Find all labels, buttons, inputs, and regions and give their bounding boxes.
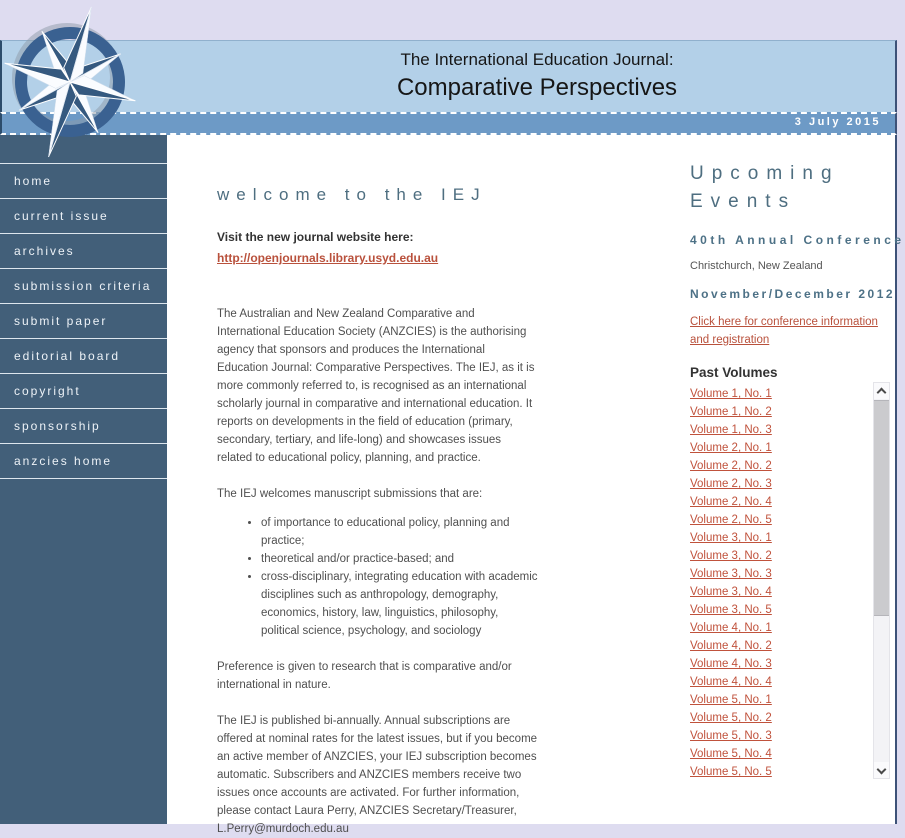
sidebar-item-current-issue[interactable]: current issue: [0, 198, 167, 233]
journal-title: [332, 49, 742, 103]
sidebar-item-sponsorship[interactable]: sponsorship: [0, 408, 167, 443]
conference-dates: November/December 2012: [690, 287, 896, 301]
chevron-up-icon: [877, 388, 887, 398]
scrollbar-thumb[interactable]: [874, 400, 889, 616]
events-panel: [690, 160, 905, 380]
volume-link[interactable]: Volume 3, No. 2: [690, 550, 772, 562]
sidebar-item-home[interactable]: home: [0, 163, 167, 198]
volume-link[interactable]: Volume 1, No. 2: [690, 406, 772, 418]
volume-link[interactable]: Volume 5, No. 3: [690, 730, 772, 742]
intro-paragraph: The Australian and New Zealand Comparative and International Education Society (ANZCIES) is the authorising agency that sponsors and produces the International Education Journal: Comparative Perspectives. The IEJ, as it is more commonly referred to, is recognised as an international scholarly journal in comparative and international education. It reports on developments in the field of education (primary, secondary, tertiary, and life-long) and showcases issues related to educational policy, planning, and practice.: [217, 308, 535, 464]
sidebar-item-editorial-board[interactable]: editorial board: [0, 338, 167, 373]
volume-link[interactable]: Volume 1, No. 1: [690, 388, 772, 400]
volume-link[interactable]: Volume 1, No. 3: [690, 424, 772, 436]
scroll-up-button[interactable]: [874, 383, 889, 399]
criteria-item: • of importance to educational policy, planning and practice;: [261, 514, 539, 550]
upcoming-events-heading: Upcoming Events: [690, 163, 840, 212]
volume-link[interactable]: Volume 2, No. 2: [690, 460, 772, 472]
scroll-down-button[interactable]: [874, 762, 889, 778]
visit-website-label: Visit the new journal website here:: [217, 230, 414, 244]
sidebar-nav-list: [0, 163, 167, 478]
volume-link[interactable]: Volume 3, No. 5: [690, 604, 772, 616]
conference-registration-link[interactable]: Click here for conference information and registration: [690, 316, 878, 346]
past-volumes-heading: Past Volumes: [690, 365, 778, 380]
sidebar-nav: [0, 135, 167, 824]
journal-title-line1: The International Education Journal:: [400, 50, 674, 69]
submissions-paragraph: The IEJ welcomes manuscript submissions that are:: [217, 488, 483, 500]
sidebar-item-copyright[interactable]: copyright: [0, 373, 167, 408]
volume-link[interactable]: Volume 2, No. 5: [690, 514, 772, 526]
main-content: [217, 186, 539, 838]
volume-link[interactable]: Volume 5, No. 5: [690, 766, 772, 778]
conference-title: 40th Annual Conference: [690, 233, 905, 247]
chevron-down-icon: [877, 765, 887, 775]
date-banner: 3 July 2015: [0, 112, 897, 135]
preference-paragraph: Preference is given to research that is comparative and/or international in nature.: [217, 661, 512, 691]
volume-link[interactable]: Volume 4, No. 1: [690, 622, 772, 634]
sidebar-filler: [0, 478, 167, 824]
volume-link[interactable]: Volume 5, No. 2: [690, 712, 772, 724]
volumes-scrollbar[interactable]: [873, 382, 890, 779]
conference-location: Christchurch, New Zealand: [690, 260, 823, 272]
page-title: welcome to the IEJ: [217, 185, 487, 204]
volume-link[interactable]: Volume 2, No. 3: [690, 478, 772, 490]
volume-link[interactable]: Volume 3, No. 4: [690, 586, 772, 598]
volume-link[interactable]: Volume 3, No. 3: [690, 568, 772, 580]
criteria-item: • cross-disciplinary, integrating education with academic disciplines such as anthropology, demography, economics, history, law, linguistics, philosophy, political science, psychology, and sociology: [261, 568, 539, 640]
submission-criteria-list: [217, 514, 539, 640]
journal-website-link[interactable]: http://openjournals.library.usyd.edu.au: [217, 251, 439, 265]
volume-link[interactable]: Volume 4, No. 4: [690, 676, 772, 688]
volume-link[interactable]: Volume 2, No. 4: [690, 496, 772, 508]
volume-link[interactable]: Volume 3, No. 1: [690, 532, 772, 544]
compass-rose-icon: [0, 0, 152, 164]
volume-link[interactable]: Volume 4, No. 3: [690, 658, 772, 670]
sidebar-item-archives[interactable]: archives: [0, 233, 167, 268]
journal-title-line2: Comparative Perspectives: [396, 74, 678, 101]
sidebar-item-anzcies-home[interactable]: anzcies home: [0, 443, 167, 478]
volume-link[interactable]: Volume 2, No. 1: [690, 442, 772, 454]
subscription-paragraph: The IEJ is published bi-annually. Annual subscriptions are offered at nominal rates for the latest issues, but if you become an active member of ANZCIES, your IEJ subscription becomes automatic. Subscribers and ANZCIES members receive two issues once accounts are activated. For further information, please contact Laura Perry, ANZCIES Secretary/Treasurer, L.Perry@murdoch.edu.au: [217, 715, 538, 835]
volume-link[interactable]: Volume 5, No. 1: [690, 694, 772, 706]
sidebar-item-submission-criteria[interactable]: submission criteria: [0, 268, 167, 303]
volume-link[interactable]: Volume 4, No. 2: [690, 640, 772, 652]
criteria-item: • theoretical and/or practice-based; and: [261, 550, 539, 568]
sidebar-item-submit-paper[interactable]: submit paper: [0, 303, 167, 338]
past-volumes-list: [690, 385, 860, 781]
volume-link[interactable]: Volume 5, No. 4: [690, 748, 772, 760]
